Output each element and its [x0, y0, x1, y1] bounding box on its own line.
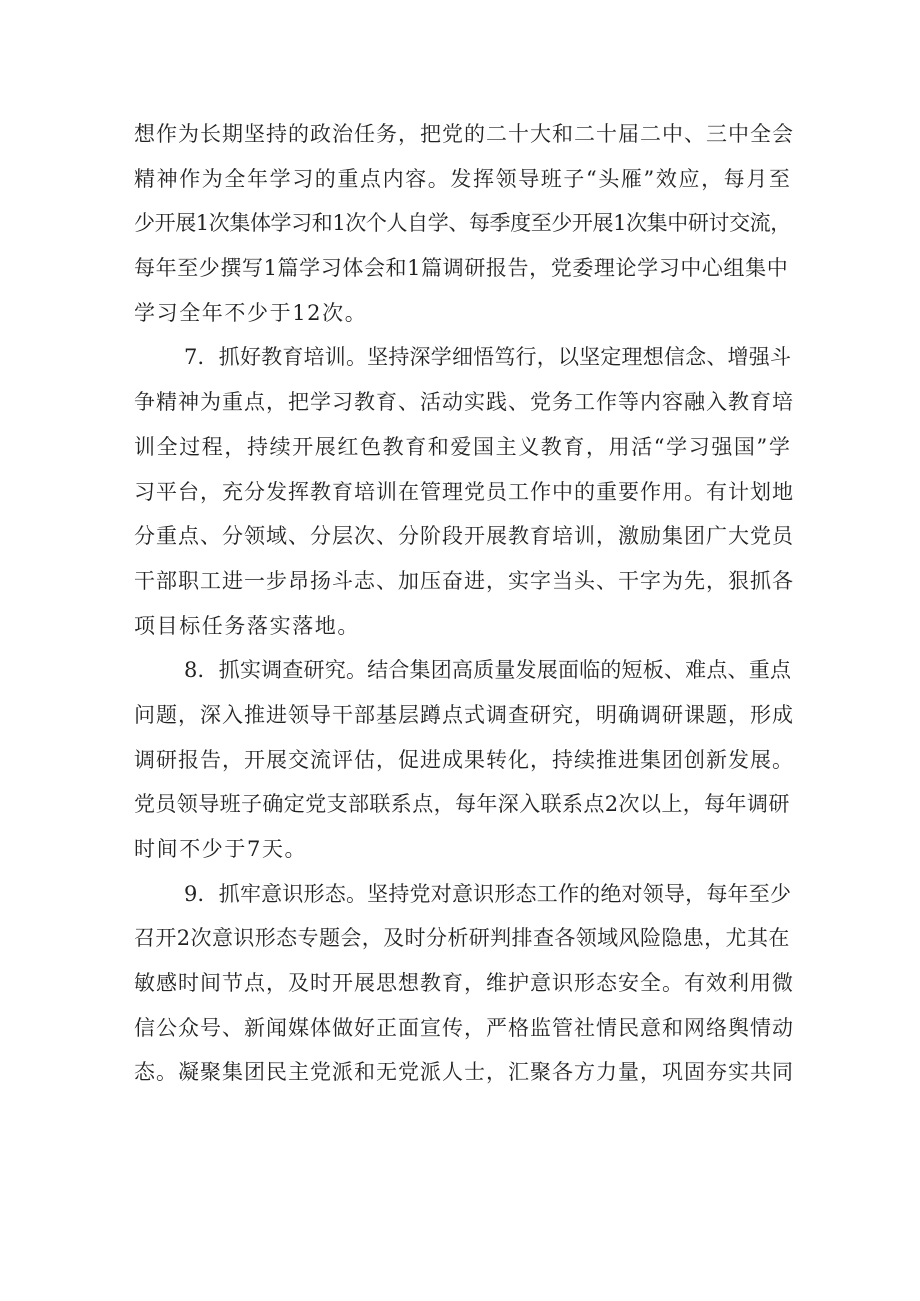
paragraph-line: 调研报告，开展交流评估，促进成果转化，持续推进集团创新发展。	[134, 747, 794, 772]
paragraph-line: 时间不少于7天。	[134, 837, 308, 861]
paragraph-line: 党员领导班子确定党支部联系点，每年深入联系点2次以上，每年调研	[134, 792, 790, 817]
paragraph-line: 精神作为全年学习的重点内容。发挥领导班子“头雁”效应，每月至	[134, 166, 792, 191]
paragraph-line: 习平台，充分发挥教育培训在管理党员工作中的重要作用。有计划地	[134, 479, 794, 504]
paragraph-line: 信公众号、新闻媒体做好正面宣传，严格监管社情民意和网络舆情动	[134, 1015, 794, 1040]
paragraph-line: 项目标任务落实落地。	[134, 613, 360, 638]
paragraph-line: 学习全年不少于12次。	[134, 300, 368, 325]
paragraph-line: 每年至少撰写1篇学习体会和1篇调研报告，党委理论学习中心组集中	[134, 256, 789, 281]
paragraph-first-line: 8．抓实调查研究。结合集团高质量发展面临的短板、难点、重点	[184, 658, 792, 683]
document-body	[134, 112, 794, 1095]
paragraph-first-line: 9．抓牢意识形态。坚持党对意识形态工作的绝对领导，每年至少	[184, 881, 792, 906]
paragraph-first-line: 7．抓好教育培训。坚持深学细悟笃行，以坚定理想信念、增强斗	[184, 345, 792, 370]
paragraph-line: 少开展1次集体学习和1次个人自学、每季度至少开展1次集中研讨交流，	[134, 211, 791, 236]
paragraph-line: 分重点、分领域、分层次、分阶段开展教育培训，激励集团广大党员	[134, 524, 794, 549]
paragraph-line: 问题，深入推进领导干部基层蹲点式调查研究，明确调研课题，形成	[134, 702, 794, 727]
paragraph-line: 训全过程，持续开展红色教育和爱国主义教育，用活“学习强国”学	[134, 434, 792, 459]
paragraph-line: 召开2次意识形态专题会，及时分析研判排查各领域风险隐患，尤其在	[134, 926, 790, 951]
paragraph-line: 争精神为重点，把学习教育、活动实践、党务工作等内容融入教育培	[134, 390, 794, 415]
paragraph-line: 想作为长期坚持的政治任务，把党的二十大和二十届二中、三中全会	[134, 122, 794, 146]
paragraph-line: 态。凝聚集团民主党派和无党派人士，汇聚各方力量，巩固夯实共同	[134, 1060, 794, 1085]
paragraph-line: 敏感时间节点，及时开展思想教育，维护意识形态安全。有效利用微	[134, 971, 794, 996]
paragraph-line: 干部职工进一步昂扬斗志、加压奋进，实字当头、干字为先，狠抓各	[134, 568, 794, 593]
